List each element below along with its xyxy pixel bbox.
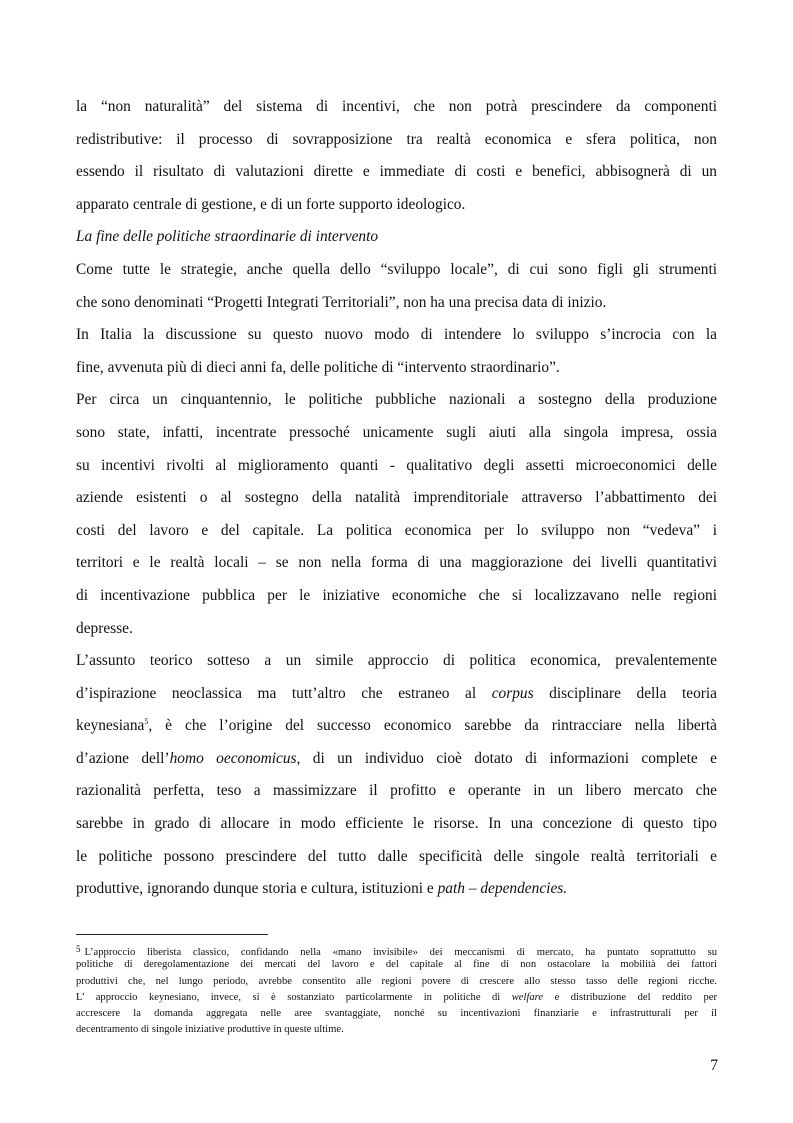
paragraph-4-line-7: di incentivazione pubblica per le iniziative economiche che si localizzavano nelle regioni <box>76 586 717 604</box>
footnote-line-5: accrescere la domanda aggregata nelle aree svantaggiate, nonché su incentivazioni finanziarie e infrastrutturali per il <box>76 1008 717 1020</box>
italic-term-welfare: welfare <box>511 991 544 1003</box>
text-run: d’azione dell’ <box>76 749 170 767</box>
footnote-line-2: politiche di deregolamentazione dei mercati del lavoro e del capitale al fine di non ostacolare la mobilità dei fattori <box>76 959 717 971</box>
italic-term-path-dependencies: path – dependencies. <box>437 880 568 898</box>
text-run: , è che l’origine del successo economico sarebbe da rintracciare nella libertà <box>148 717 717 735</box>
italic-term-homo-oeconomicus: homo oeconomicus <box>169 749 297 767</box>
paragraph-5-line-1: L’assunto teorico sotteso a un simile approccio di politica economica, prevalentemente <box>76 652 717 670</box>
footnote-reference[interactable]: 5 <box>144 717 149 727</box>
text-run: , di un individuo cioè dotato di informazioni complete e <box>296 749 717 767</box>
paragraph-4-line-3: su incentivi rivolti al miglioramento quanti - qualitativo degli assetti microeconomici delle <box>76 456 717 474</box>
text-run: produttive, ignorando dunque storia e cultura, istituzioni e <box>76 880 438 898</box>
footnote-number: 5 <box>76 944 81 954</box>
text-run: d’ispirazione neoclassica ma tutt’altro che estraneo al <box>76 684 492 702</box>
paragraph-5-line-6: sarebbe in grado di allocare in modo efficiente le risorse. In una concezione di questo tipo <box>76 815 717 833</box>
paragraph-4-line-4: aziende esistenti o al sostegno della natalità imprenditoriale attraverso l’abbattimento dei <box>76 489 717 507</box>
text-run: e distribuzione del reddito per <box>543 991 718 1003</box>
paragraph-3-line-1: In Italia la discussione su questo nuovo modo di intendere lo sviluppo s’incrocia con la <box>76 326 717 344</box>
paragraph-4-line-8: depresse. <box>76 619 133 637</box>
paragraph-4-line-5: costi del lavoro e del capitale. La politica economica per lo sviluppo non “vedeva” i <box>76 521 717 539</box>
footnote-line-1 <box>76 941 717 957</box>
footnote-line-3: produttivi che, nel lungo periodo, avrebbe consentito alle regioni povere di crescere allo stesso tasso delle regioni ricche. <box>76 975 717 987</box>
footnote-separator <box>76 934 268 935</box>
paragraph-5-line-4 <box>76 743 717 776</box>
page-number: 7 <box>710 1057 718 1074</box>
text-run: L’ approccio keynesiano, invece, si è sostanziato particolarmente in politiche di <box>76 991 512 1003</box>
section-heading: La fine delle politiche straordinarie di intervento <box>76 228 379 246</box>
paragraph-4-line-1: Per circa un cinquantennio, le politiche pubbliche nazionali a sostegno della produzione <box>76 391 717 409</box>
paragraph-2-line-2: che sono denominati “Progetti Integrati Territoriali”, non ha una precisa data di inizio. <box>76 293 607 311</box>
paragraph-1-line-2: redistributive: il processo di sovrapposizione tra realtà economica e sfera politica, non <box>76 130 717 148</box>
paragraph-5-line-2 <box>76 678 717 711</box>
paragraph-4-line-2: sono state, infatti, incentrate pressoché unicamente sugli aiuti alla singola impresa, ossia <box>76 423 717 441</box>
text-run: disciplinare della teoria <box>533 684 717 702</box>
paragraph-4-line-6: territori e le realtà locali – se non nella forma di una maggiorazione dei livelli quantitativi <box>76 554 717 572</box>
paragraph-5-line-3 <box>76 710 717 743</box>
paragraph-1-line-4: apparato centrale di gestione, e di un forte supporto ideologico. <box>76 195 466 213</box>
footnote-5 <box>76 941 717 1039</box>
paragraph-3-line-2: fine, avvenuta più di dieci anni fa, delle politiche di “intervento straordinario”. <box>76 358 560 376</box>
paragraph-1-line-3: essendo il risultato di valutazioni dirette e immediate di costi e benefici, abbisognerà di un <box>76 163 717 181</box>
paragraph-5-line-7: le politiche possono prescindere del tutto dalle specificità delle singole realtà territoriali e <box>76 847 717 865</box>
text-run: keynesiana <box>76 717 145 735</box>
main-text <box>76 91 717 906</box>
paragraph-5-line-8 <box>76 873 717 906</box>
italic-term-corpus: corpus <box>491 684 534 702</box>
paragraph-1-line-1: la “non naturalità” del sistema di incentivi, che non potrà prescindere da componenti <box>76 98 717 115</box>
paragraph-2-line-1: Come tutte le strategie, anche quella dello “sviluppo locale”, di cui sono figli gli strumenti <box>76 260 717 278</box>
paragraph-5-line-5: razionalità perfetta, teso a massimizzare il profitto e operante in un libero mercato che <box>76 782 717 800</box>
footnote-line-6: decentramento di singole iniziative produttive in queste ultime. <box>76 1024 344 1036</box>
text-run: L’approccio liberista classico, confidando nella «mano invisibile» dei meccanismi di mercato, ha puntato soprattutto su <box>84 947 717 958</box>
footnote-line-4 <box>76 990 717 1006</box>
